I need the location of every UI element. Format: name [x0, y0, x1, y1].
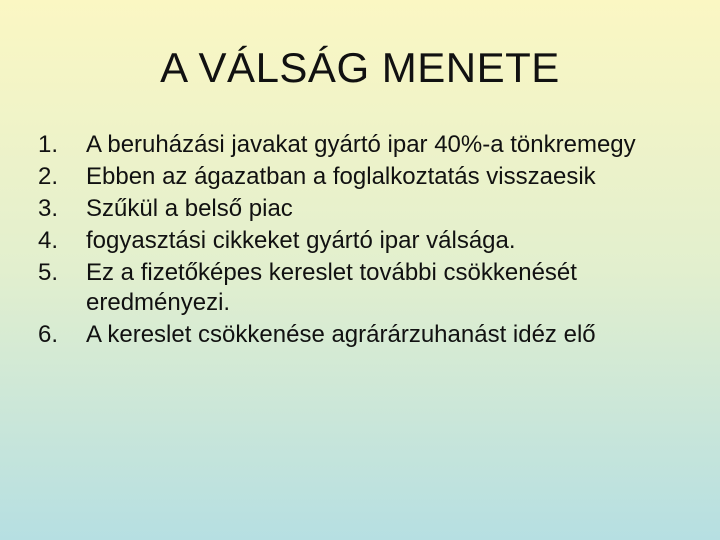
list-item-number: 5. [38, 259, 59, 286]
list-item [38, 194, 698, 224]
list-item-text: Ez a fizetőképes kereslet további csökkenését eredményezi. [86, 259, 577, 316]
list-item-text: fogyasztási cikkeket gyártó ipar válsága. [86, 227, 516, 254]
list-item-number: 1. [38, 131, 59, 158]
list-item-text: Szűkül a belső piac [86, 195, 293, 222]
list-item [38, 258, 698, 318]
list-item-number: 2. [38, 163, 59, 190]
list-item-number: 6. [38, 321, 59, 348]
list-item-text: Ebben az ágazatban a foglalkoztatás visszaesik [86, 163, 596, 190]
list-item [38, 226, 698, 256]
list-item-text: A kereslet csökkenése agrárárzuhanást idéz elő [86, 321, 596, 348]
list-item-number: 3. [38, 195, 59, 222]
list-item-text: A beruházási javakat gyártó ipar 40%-a tönkremegy [86, 131, 636, 158]
slide-title: A VÁLSÁG MENETE [160, 44, 560, 91]
list-item [38, 130, 698, 160]
list-item [38, 320, 698, 350]
list-item-number: 4. [38, 227, 59, 254]
numbered-list [38, 130, 698, 352]
list-item [38, 162, 698, 192]
